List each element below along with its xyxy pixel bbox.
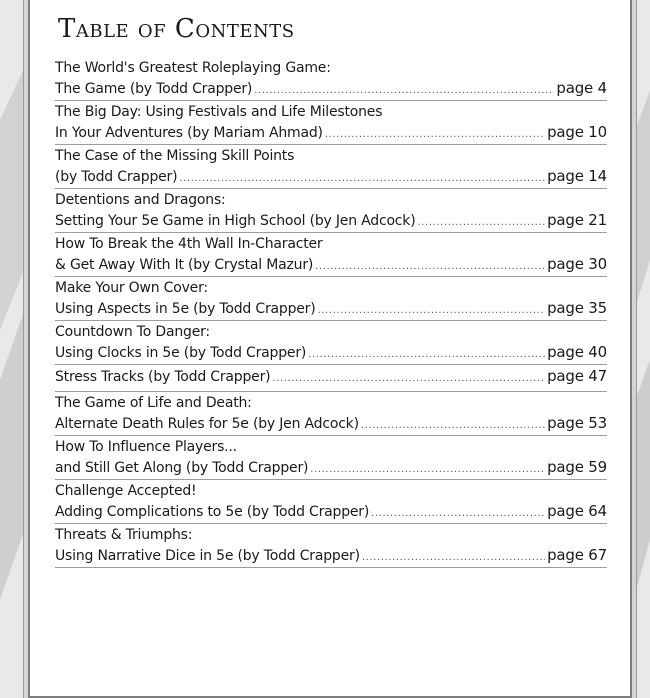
toc-entry[interactable] (55, 321, 607, 365)
dot-leader (362, 548, 545, 568)
toc-entry-line (55, 545, 607, 568)
page-number: page 67 (547, 546, 607, 564)
page-number: page 14 (547, 167, 607, 185)
toc-entry-line (55, 78, 607, 101)
toc-entry-title: The Case of the Missing Skill Points (55, 148, 295, 164)
page-number: page 59 (547, 458, 607, 476)
toc-entry[interactable] (55, 145, 607, 189)
toc-entry-subtitle: Using Clocks in 5e (by Todd Crapper) (55, 345, 307, 361)
page-title: Table of Contents (58, 14, 295, 44)
toc-entry[interactable] (55, 277, 607, 321)
toc-entry-line (55, 501, 607, 524)
toc-entry-subtitle: In Your Adventures (by Mariam Ahmad) (55, 125, 323, 141)
page-number: page 21 (547, 211, 607, 229)
toc-entry[interactable] (55, 365, 607, 392)
toc-entry[interactable] (55, 524, 607, 568)
page-number: page 64 (547, 502, 607, 520)
toc-entry-title: Countdown To Danger: (55, 324, 210, 340)
toc-entry[interactable] (55, 101, 607, 145)
toc-entry-line (55, 413, 607, 436)
toc-entry[interactable] (55, 480, 607, 524)
toc-entry-title: Threats & Triumphs: (55, 527, 193, 543)
dot-leader (308, 345, 545, 365)
dot-leader (315, 257, 545, 277)
page-number: page 30 (547, 255, 607, 273)
dot-leader (254, 81, 554, 101)
toc-entry-subtitle: & Get Away With It (by Crystal Mazur) (55, 257, 314, 273)
dot-leader (371, 504, 545, 524)
dot-leader (325, 125, 545, 145)
toc-entry-title: How To Influence Players... (55, 439, 237, 455)
page-number: page 4 (556, 79, 607, 97)
toc-entry-subtitle: Adding Complications to 5e (by Todd Crapper) (55, 504, 370, 520)
toc-entry[interactable] (55, 436, 607, 480)
toc-entry-title: Challenge Accepted! (55, 483, 197, 499)
toc-entry-line (55, 122, 607, 145)
page-number: page 35 (547, 299, 607, 317)
toc-entry-subtitle: The Game (by Todd Crapper) (55, 81, 253, 97)
toc-entry-subtitle: Stress Tracks (by Todd Crapper) (55, 369, 271, 385)
dot-leader (361, 416, 545, 436)
toc-entry-line (55, 210, 607, 233)
dot-leader (318, 301, 546, 321)
toc-entry-subtitle: and Still Get Along (by Todd Crapper) (55, 460, 309, 476)
toc-list (55, 57, 607, 568)
dot-leader (417, 213, 545, 233)
toc-entry-subtitle: Setting Your 5e Game in High School (by Jen Adcock) (55, 213, 416, 229)
toc-entry-subtitle: Alternate Death Rules for 5e (by Jen Adcock) (55, 416, 359, 432)
toc-entry[interactable] (55, 233, 607, 277)
page-number: page 10 (547, 123, 607, 141)
toc-entry[interactable] (55, 392, 607, 436)
dot-leader (179, 169, 545, 189)
toc-entry[interactable] (55, 189, 607, 233)
dot-leader (310, 460, 545, 480)
page-number: page 53 (547, 414, 607, 432)
toc-entry-subtitle: (by Todd Crapper) (55, 169, 178, 185)
toc-entry-line (55, 366, 607, 389)
toc-entry-line (55, 298, 607, 321)
toc-entry-line (55, 342, 607, 365)
toc-entry-line (55, 166, 607, 189)
page-number: page 47 (547, 367, 607, 385)
toc-entry-title: The Game of Life and Death: (55, 395, 252, 411)
toc-entry-line (55, 254, 607, 277)
toc-entry-title: The World's Greatest Roleplaying Game: (55, 60, 331, 76)
toc-entry-line (55, 457, 607, 480)
toc-entry-subtitle: Using Narrative Dice in 5e (by Todd Crapper) (55, 548, 360, 564)
page-number: page 40 (547, 343, 607, 361)
toc-entry-title: Detentions and Dragons: (55, 192, 226, 208)
toc-entry[interactable] (55, 57, 607, 101)
toc-entry-title: How To Break the 4th Wall In-Character (55, 236, 323, 252)
dot-leader (272, 369, 545, 389)
toc-entry-title: The Big Day: Using Festivals and Life Milestones (55, 104, 383, 120)
toc-entry-title: Make Your Own Cover: (55, 280, 208, 296)
toc-entry-subtitle: Using Aspects in 5e (by Todd Crapper) (55, 301, 316, 317)
